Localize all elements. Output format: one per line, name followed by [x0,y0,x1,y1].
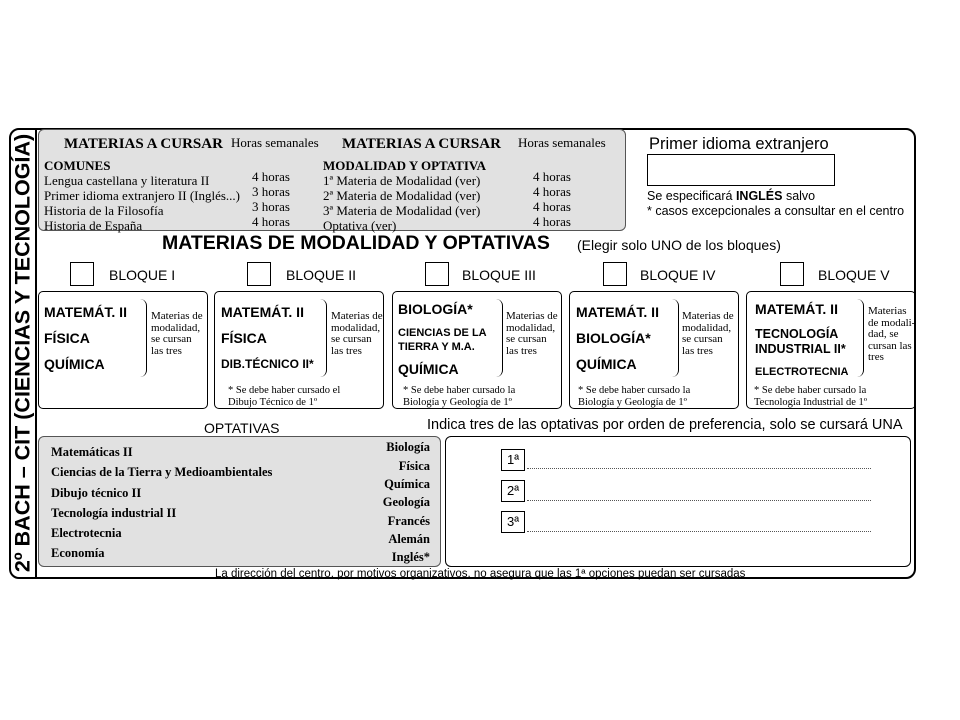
bloque-1-side-note [151,311,203,357]
idioma-note-bold: INGLÉS [735,189,783,203]
comunes-label: COMUNES [44,158,111,173]
comunes-item: Primer idioma extranjero II (Inglés...) [44,188,241,203]
side-note-line: de modali- [868,316,916,329]
preferencia-slot-3-line[interactable] [527,530,871,532]
modalidad-label: MODALIDAD Y OPTATIVA [323,158,486,173]
preferencia-slot-1-label: 1ª [501,449,525,471]
bloque-2-subject: MATEMÁT. II [221,304,304,320]
bloque-3-footnote [403,385,515,409]
modalidad-hours: 4 horas [533,184,571,199]
side-note-line: las tres [151,344,182,357]
side-note-line: Materias de [682,310,734,322]
bloque-1-brace [140,299,147,377]
comunes-hours: 4 horas [252,169,290,184]
side-note-line: las tres [331,344,362,357]
modalidad-item: 3ª Materia de Modalidad (ver) [323,203,481,218]
bloque-3-subject: CIENCIAS DE LA [398,327,487,339]
idioma-title: Primer idioma extranjero [649,135,829,153]
col1-header: MATERIAS A CURSAR [64,136,223,152]
comunes-hours: 4 horas [252,214,290,229]
modalidad-subtitle: (Elegir solo UNO de los bloques) [577,237,781,253]
side-note-line: se cursan [682,333,723,346]
bloque-4-checkbox[interactable] [603,262,627,286]
bloque-5-subject: INDUSTRIAL II* [755,342,846,356]
bloque-2-side-note [331,311,383,357]
footnote-line: Tecnología Industrial de 1º [754,397,868,409]
bloque-1-subject: FÍSICA [44,330,90,346]
optativa-right-item: Francés [387,514,430,528]
bloque-2-subject: FÍSICA [221,330,267,346]
idioma-note2: * casos excepcionales a consultar en el centro [647,204,905,218]
bloque-5-subject: MATEMÁT. II [755,301,838,317]
preferencia-slot-2-line[interactable] [527,499,871,501]
bloque-4-brace [672,299,679,377]
side-note-line: cursan las [868,339,912,352]
preferencia-slot-3-label: 3ª [501,511,525,533]
bloque-1-subject: MATEMÁT. II [44,304,127,320]
idioma-note-prefix: Se especificará [647,189,736,203]
side-label [10,130,36,576]
comunes-item: Historia de la Filosofía [44,203,164,218]
comunes-item: Lengua castellana y literatura II [44,173,210,188]
bloque-5-footnote [754,385,867,409]
bloque-2-label: BLOQUE II [286,267,357,283]
bloque-3-subject: BIOLOGÍA* [398,301,473,317]
bloque-4-side-note [682,311,734,357]
bloque-5-brace [857,299,864,377]
side-note-line: las tres [682,344,713,357]
optativa-right-item: Geología [382,495,430,509]
bloque-3-brace [496,299,503,377]
optativa-right-item: Química [384,477,430,491]
bloque-3-side-note [506,311,558,357]
modalidad-hours: 4 horas [533,199,571,214]
comunes-hours: 3 horas [252,184,290,199]
footnote-line: * Se debe haber cursado la [578,385,691,396]
modalidad-title: MATERIAS DE MODALIDAD Y OPTATIVAS [162,232,550,254]
footnote-line: * Se debe haber cursado la [403,385,516,396]
side-note-line: se cursan [151,333,192,346]
side-note-line: las tres [506,344,537,357]
side-note-line: Materias de [506,310,558,322]
bloque-2-brace [320,299,327,377]
bloque-5-subject: TECNOLOGÍA [755,327,839,341]
side-note-line: dad, se [868,328,899,341]
optativa-right-item: Física [398,459,430,473]
bloque-5-label: BLOQUE V [818,267,890,283]
modalidad-item: 2ª Materia de Modalidad (ver) [323,188,481,203]
optativa-left-item: Dibujo técnico II [51,486,142,500]
side-note-line: Materias de [151,310,203,322]
bloque-4-label: BLOQUE IV [640,267,716,283]
footnote-line: * Se debe haber cursado el [228,385,341,396]
bloque-2-subject: DIB.TÉCNICO II* [221,357,314,371]
footnote-line: Biología y Geología de 1º [403,397,512,409]
optativa-left-item: Economía [51,546,105,560]
col2-header: MATERIAS A CURSAR [342,136,501,152]
comunes-hours: 3 horas [252,199,290,214]
side-note-line: se cursan [331,333,372,346]
bloque-1-checkbox[interactable] [70,262,94,286]
idioma-note [647,190,815,203]
optativa-left-item: Electrotecnia [51,526,122,540]
modalidad-hours: 4 horas [533,169,571,184]
side-note-line: Materias [868,305,907,317]
optativa-right-item: Biología [386,440,430,454]
idioma-input[interactable] [647,154,835,186]
bloque-4-footnote [578,385,690,409]
bloque-2-footnote [228,385,340,409]
optativa-right-item: Inglés* [391,550,430,564]
side-note-line: tres [868,351,884,364]
bloque-4-subject: BIOLOGÍA* [576,330,651,346]
side-note-line: se cursan [506,333,547,346]
optativa-left-item: Ciencias de la Tierra y Medioambientales [51,465,273,479]
footer-note: La dirección del centro, por motivos organizativos, no asegura que las 1ª opciones puedan ser cursadas [215,568,746,580]
optativas-title: OPTATIVAS [204,420,280,436]
side-note-line: modalidad, [682,321,732,334]
bloque-3-subject: TIERRA Y M.A. [398,341,475,353]
side-note-line: modalidad, [506,321,556,334]
bloque-5-subject: ELECTROTECNIA [755,366,849,378]
optativa-left-item: Matemáticas II [51,445,133,459]
bloque-2-checkbox[interactable] [247,262,271,286]
modalidad-item: 1ª Materia de Modalidad (ver) [323,173,481,188]
idioma-note-suffix: salvo [782,189,816,203]
preferencia-slot-2-label: 2ª [501,480,525,502]
optativa-left-item: Tecnología industrial II [51,506,177,520]
bloque-4-subject: QUÍMICA [576,356,637,372]
col1-hours-header: Horas semanales [231,135,319,150]
bloque-1-subject: QUÍMICA [44,356,105,372]
side-note-line: modalidad, [151,321,201,334]
bloque-3-checkbox[interactable] [425,262,449,286]
preferencia-title: Indica tres de las optativas por orden de preferencia, solo se cursará UNA [427,417,903,433]
side-note-line: modalidad, [331,321,381,334]
preferencia-slot-1-line[interactable] [527,467,871,469]
modalidad-hours: 4 horas [533,214,571,229]
footnote-line: * Se debe haber cursado la [754,385,867,396]
bloque-5-side-note [868,306,915,364]
bloque-3-subject: QUÍMICA [398,361,459,377]
optativa-right-item: Alemán [388,532,430,546]
bloque-3-label: BLOQUE III [462,267,536,283]
bloque-4-subject: MATEMÁT. II [576,304,659,320]
bloque-1-label: BLOQUE I [109,267,176,283]
modalidad-item: Optativa (ver) [323,218,397,233]
col2-hours-header: Horas semanales [518,135,606,150]
side-note-line: Materias de [331,310,383,322]
footnote-line: Biología y Geología de 1º [578,397,687,409]
side-label-text: 2º BACH – CIT (CIENCIAS Y TECNOLOGÍA) [10,133,35,573]
bloque-5-checkbox[interactable] [780,262,804,286]
footnote-line: Dibujo Técnico de 1º [228,397,318,409]
comunes-item: Historia de España [44,218,143,233]
